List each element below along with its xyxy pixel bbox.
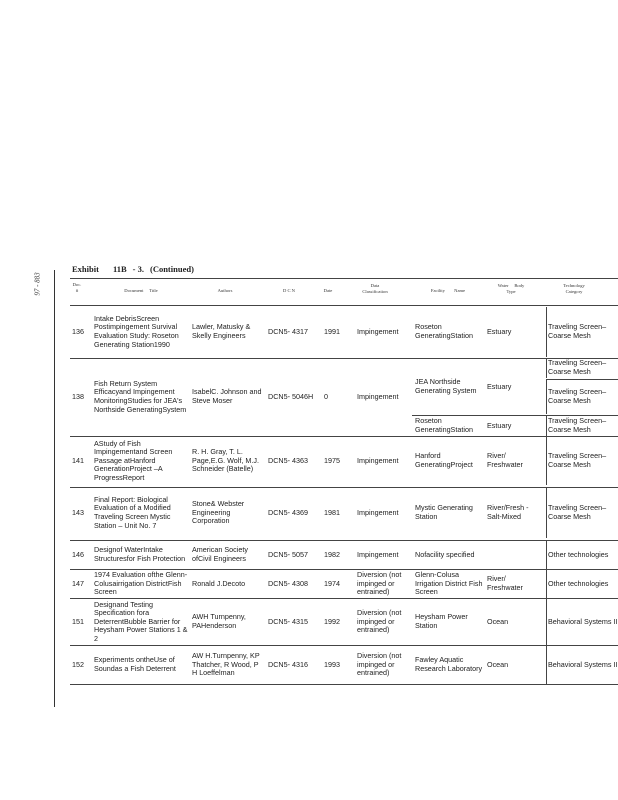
cell-facility: Roseton GeneratingStation <box>415 322 473 340</box>
cell-technology: Traveling Screen– Coarse Mesh <box>546 416 618 436</box>
cell-facility: Nofacility specified <box>415 549 475 559</box>
cell-doc-no: 151 <box>72 616 84 626</box>
cell-date: 0 <box>324 391 328 401</box>
cell-technology: Behavioral Systems II <box>546 599 618 645</box>
cell-title: AStudy of Fish Impingementand Screen Passage atHanford GenerationProject –A ProgressReport <box>94 438 173 482</box>
caption-exhibit: Exhibit <box>72 264 99 274</box>
cell-title: Intake DebrisScreen Postimpingement Survival Evaluation Study: Roseton Generating Station1990 <box>94 313 179 349</box>
cell-classification: Diversion (not impinged or entrained) <box>357 608 402 635</box>
cell-authors: Stone& Webster Engineering Corporation <box>192 499 245 526</box>
cell-title: 1974 Evaluation ofthe Glenn-Colusairrigation DistrictFish Screen <box>94 570 188 597</box>
cell-doc-no: 136 <box>72 326 84 336</box>
margin-rule <box>54 270 55 707</box>
cell-date: 1982 <box>324 549 340 559</box>
cell-water-body: Ocean <box>487 616 509 626</box>
header-data-classification: Data Classification <box>362 283 388 294</box>
cell-authors: Ronald J.Decoto <box>192 578 246 588</box>
header-doc-no: Doc. # <box>72 282 82 293</box>
header-authors: Authors <box>217 288 233 293</box>
cell-title: Final Report: Biological Evaluation of a Modified Traveling Screen Mystic Station – Unit No. 7 <box>94 494 171 530</box>
cell-water-body: River/ Freshwater <box>487 451 523 469</box>
cell-classification: Impingement <box>357 326 399 336</box>
cell-technology: Traveling Screen– Coarse Mesh <box>546 488 618 538</box>
cell-water-body <box>487 541 541 569</box>
cell-date: 1974 <box>324 578 340 588</box>
cell-authors: American Society ofCivil Engineers <box>192 545 248 563</box>
cell-water-body: River/Fresh - Salt-Mixed <box>487 503 529 521</box>
cell-water-body: Estuary <box>487 420 512 430</box>
cell-authors: AW H.Turnpenny, KP Thatcher, R Wood, P H Loeffelman <box>192 651 260 678</box>
cell-doc-no: 146 <box>72 549 84 559</box>
header-doc-title: Document Title <box>124 288 158 293</box>
cell-dcn: DCN5- 5046H <box>268 391 314 401</box>
cell-technology: Other technologies <box>546 570 618 598</box>
cell-dcn: DCN5- 4317 <box>268 326 308 336</box>
cell-classification: Impingement <box>357 549 399 559</box>
cell-title: Fish Return System Efficacyand Impingement MonitoringStudies for JEA's Northside GeneratingSystem <box>94 378 187 414</box>
cell-classification: Impingement <box>357 507 399 517</box>
cell-classification: Diversion (not impinged or entrained) <box>357 570 402 597</box>
cell-date: 1991 <box>324 326 340 336</box>
cell-doc-no: 147 <box>72 578 84 588</box>
cell-authors: R. H. Gray, T. L. Page,E.G. Wolf, M.J. Schneider (Batelle) <box>192 447 259 474</box>
cell-dcn: DCN5- 4316 <box>268 659 308 669</box>
cell-water-body: Estuary <box>487 326 512 336</box>
cell-authors: AWH Turnpenny, PAHenderson <box>192 612 246 630</box>
cell-technology: Traveling Screen– Coarse Mesh <box>546 358 618 378</box>
cell-technology: Traveling Screen– Coarse Mesh <box>546 307 618 357</box>
cell-dcn: DCN5- 4369 <box>268 507 308 517</box>
cell-facility: Hanford GeneratingProject <box>415 451 473 469</box>
table-top-rule <box>70 278 618 279</box>
cell-technology: Traveling Screen– Coarse Mesh <box>546 437 618 485</box>
caption-number: 11B <box>112 264 127 274</box>
cell-doc-no: 141 <box>72 455 84 465</box>
header-facility: Facility Name <box>430 288 466 293</box>
header-date: Date <box>323 288 333 293</box>
cell-technology: Traveling Screen– Coarse Mesh <box>546 380 618 414</box>
cell-title: Experiments ontheUse of Soundas a Fish Deterrent <box>94 655 176 673</box>
cell-dcn: DCN5- 4363 <box>268 455 308 465</box>
cell-facility: Roseton GeneratingStation <box>415 416 473 434</box>
cell-facility: Glenn-Colusa Irrigation District Fish Screen <box>415 570 483 597</box>
cell-classification: Impingement <box>357 391 399 401</box>
cell-facility: Mystic Generating Station <box>415 503 473 521</box>
cell-title: Designand Testing Specification fora DeterrentBubble Barrier for Heysham Power Stations 1 & 2 <box>94 599 188 643</box>
cell-facility: Heysham Power Station <box>415 612 468 630</box>
cell-water-body: Estuary <box>487 381 512 391</box>
cell-doc-no: 152 <box>72 659 84 669</box>
cell-doc-no: 138 <box>72 391 84 401</box>
cell-facility: JEA Northside Generating System <box>415 377 477 395</box>
cell-date: 1992 <box>324 616 340 626</box>
caption-dash: - 3. <box>132 264 144 274</box>
header-technology: Technology Category <box>563 283 585 294</box>
cell-date: 1981 <box>324 507 340 517</box>
cell-date: 1975 <box>324 455 340 465</box>
cell-water-body: River/ Freshwater <box>487 574 523 592</box>
cell-water-body: Ocean <box>487 659 509 669</box>
cell-technology: Behavioral Systems II <box>546 646 618 684</box>
cell-title: Designof WaterIntake Structuresfor Fish Protection <box>94 545 186 563</box>
cell-technology: Other technologies <box>546 541 618 569</box>
header-water-body: Water Body Type <box>497 283 525 294</box>
row-rule <box>70 358 618 359</box>
caption-continued: (Continued) <box>149 264 194 274</box>
header-dcn: D C N <box>283 288 295 293</box>
exhibit-caption <box>72 264 194 274</box>
cell-classification: Impingement <box>357 455 399 465</box>
row-rule <box>70 305 618 306</box>
cell-date: 1993 <box>324 659 340 669</box>
cell-facility: Fawley Aquatic Research Laboratory <box>415 655 483 673</box>
cell-dcn: DCN5- 4308 <box>268 578 308 588</box>
table-bottom-rule <box>70 684 618 685</box>
cell-authors: Lawler, Matusky & Skelly Engineers <box>192 322 251 340</box>
cell-authors: IsabelC. Johnson and Steve Moser <box>192 387 262 405</box>
cell-doc-no: 143 <box>72 507 84 517</box>
cell-classification: Diversion (not impinged or entrained) <box>357 651 402 678</box>
cell-dcn: DCN5- 5057 <box>268 549 308 559</box>
cell-dcn: DCN5- 4315 <box>268 616 308 626</box>
page-number: 97 - 883 <box>33 272 42 296</box>
